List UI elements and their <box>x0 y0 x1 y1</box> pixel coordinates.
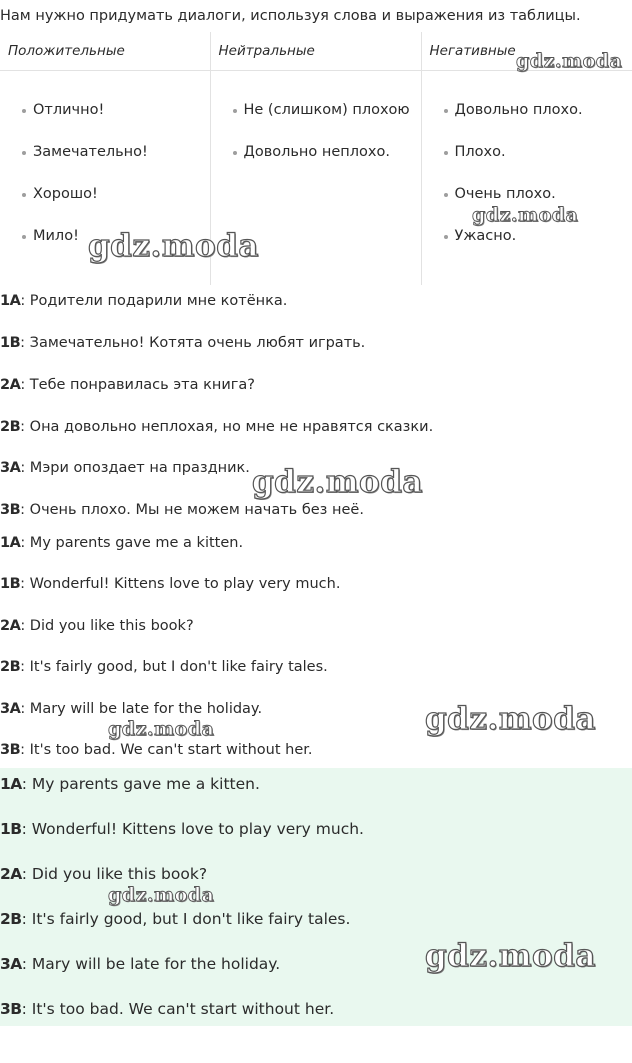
speaker-label: 1A <box>0 293 21 309</box>
header-positive: Положительные <box>0 32 210 71</box>
line-text: : Очень плохо. Мы не можем начать без неё. <box>20 502 364 518</box>
speaker-label: 3B <box>0 1000 22 1018</box>
watermark: gdz.moda <box>472 204 579 226</box>
dialogue-line <box>0 775 260 793</box>
dialogue-line <box>0 419 433 435</box>
dialogue-line <box>0 293 287 309</box>
speaker-label: 3A <box>0 701 21 717</box>
header-neutral: Нейтральные <box>210 32 421 71</box>
dialogue-line <box>0 742 313 758</box>
dialogue-line <box>0 1000 334 1018</box>
line-text: : It's fairly good, but I don't like fairy tales. <box>21 910 351 928</box>
speaker-label: 2B <box>0 659 21 675</box>
line-text: : Did you like this book? <box>20 618 194 634</box>
watermark: gdz.moda <box>516 50 623 72</box>
speaker-label: 2A <box>0 618 21 634</box>
line-text: : Родители подарили мне котёнка. <box>20 293 288 309</box>
dialogue-line <box>0 535 243 551</box>
dialogue-line <box>0 910 350 928</box>
speaker-label: 3B <box>0 502 21 518</box>
line-text: : It's too bad. We can't start without her. <box>21 1000 335 1018</box>
line-text: : Замечательно! Котята очень любят играть. <box>20 335 366 351</box>
line-text: : Mary will be late for the holiday. <box>21 955 281 973</box>
list-item: Очень плохо. <box>422 177 632 211</box>
list-item: Отлично! <box>0 93 210 127</box>
negative-cell <box>421 71 632 286</box>
positive-list <box>0 71 210 253</box>
highlighted-dialogue <box>0 768 632 1026</box>
dialogue-line <box>0 820 364 838</box>
speaker-label: 1B <box>0 335 21 351</box>
list-item: Довольно неплохо. <box>211 135 421 169</box>
line-text: : Тебе понравилась эта книга? <box>20 377 255 393</box>
watermark: gdz.moda <box>425 701 596 737</box>
dialogue-line <box>0 618 194 634</box>
line-text: : Wonderful! Kittens love to play very much. <box>20 576 341 592</box>
dialogue-line <box>0 659 328 675</box>
watermark: gdz.moda <box>252 464 423 500</box>
line-text: : Did you like this book? <box>21 865 208 883</box>
dialogue-line <box>0 335 365 351</box>
dialogue-line <box>0 955 280 973</box>
line-text: : Мэри опоздает на праздник. <box>20 460 250 476</box>
line-text: : It's too bad. We can't start without her. <box>20 742 313 758</box>
header-negative: Негативные <box>421 32 632 71</box>
line-text: : Wonderful! Kittens love to play very much. <box>21 820 364 838</box>
line-text: : Mary will be late for the holiday. <box>20 701 263 717</box>
watermark: gdz.moda <box>425 938 596 974</box>
list-item: Довольно плохо. <box>422 93 632 127</box>
dialogue-line <box>0 701 262 717</box>
list-item: Хорошо! <box>0 177 210 211</box>
list-item: Мило! <box>0 219 210 253</box>
line-text: : It's fairly good, but I don't like fairy tales. <box>20 659 328 675</box>
speaker-label: 3B <box>0 742 21 758</box>
dialogue-line <box>0 460 250 476</box>
watermark: gdz.moda <box>88 228 259 264</box>
dialogue-line <box>0 377 255 393</box>
speaker-label: 1B <box>0 820 22 838</box>
neutral-list <box>211 71 421 169</box>
speaker-label: 2B <box>0 419 21 435</box>
list-item: Ужасно. <box>422 219 632 253</box>
speaker-label: 2B <box>0 910 22 928</box>
list-item: Плохо. <box>422 135 632 169</box>
list-item: Не (слишком) плохою <box>211 93 421 127</box>
line-text: : My parents gave me a kitten. <box>21 775 260 793</box>
line-text: : Она довольно неплохая, но мне не нравятся сказки. <box>20 419 434 435</box>
speaker-label: 3A <box>0 460 21 476</box>
line-text: : My parents gave me a kitten. <box>20 535 244 551</box>
list-item: Замечательно! <box>0 135 210 169</box>
dialogue-line <box>0 502 364 518</box>
speaker-label: 1A <box>0 775 22 793</box>
speaker-label: 1A <box>0 535 21 551</box>
speaker-label: 3A <box>0 955 22 973</box>
intro-text: Нам нужно придумать диалоги, используя слова и выражения из таблицы. <box>0 8 581 24</box>
dialogue-line <box>0 865 207 883</box>
speaker-label: 1B <box>0 576 21 592</box>
speaker-label: 2A <box>0 865 22 883</box>
speaker-label: 2A <box>0 377 21 393</box>
dialogue-line <box>0 576 340 592</box>
watermark: gdz.moda <box>108 884 215 906</box>
watermark: gdz.moda <box>108 718 215 740</box>
